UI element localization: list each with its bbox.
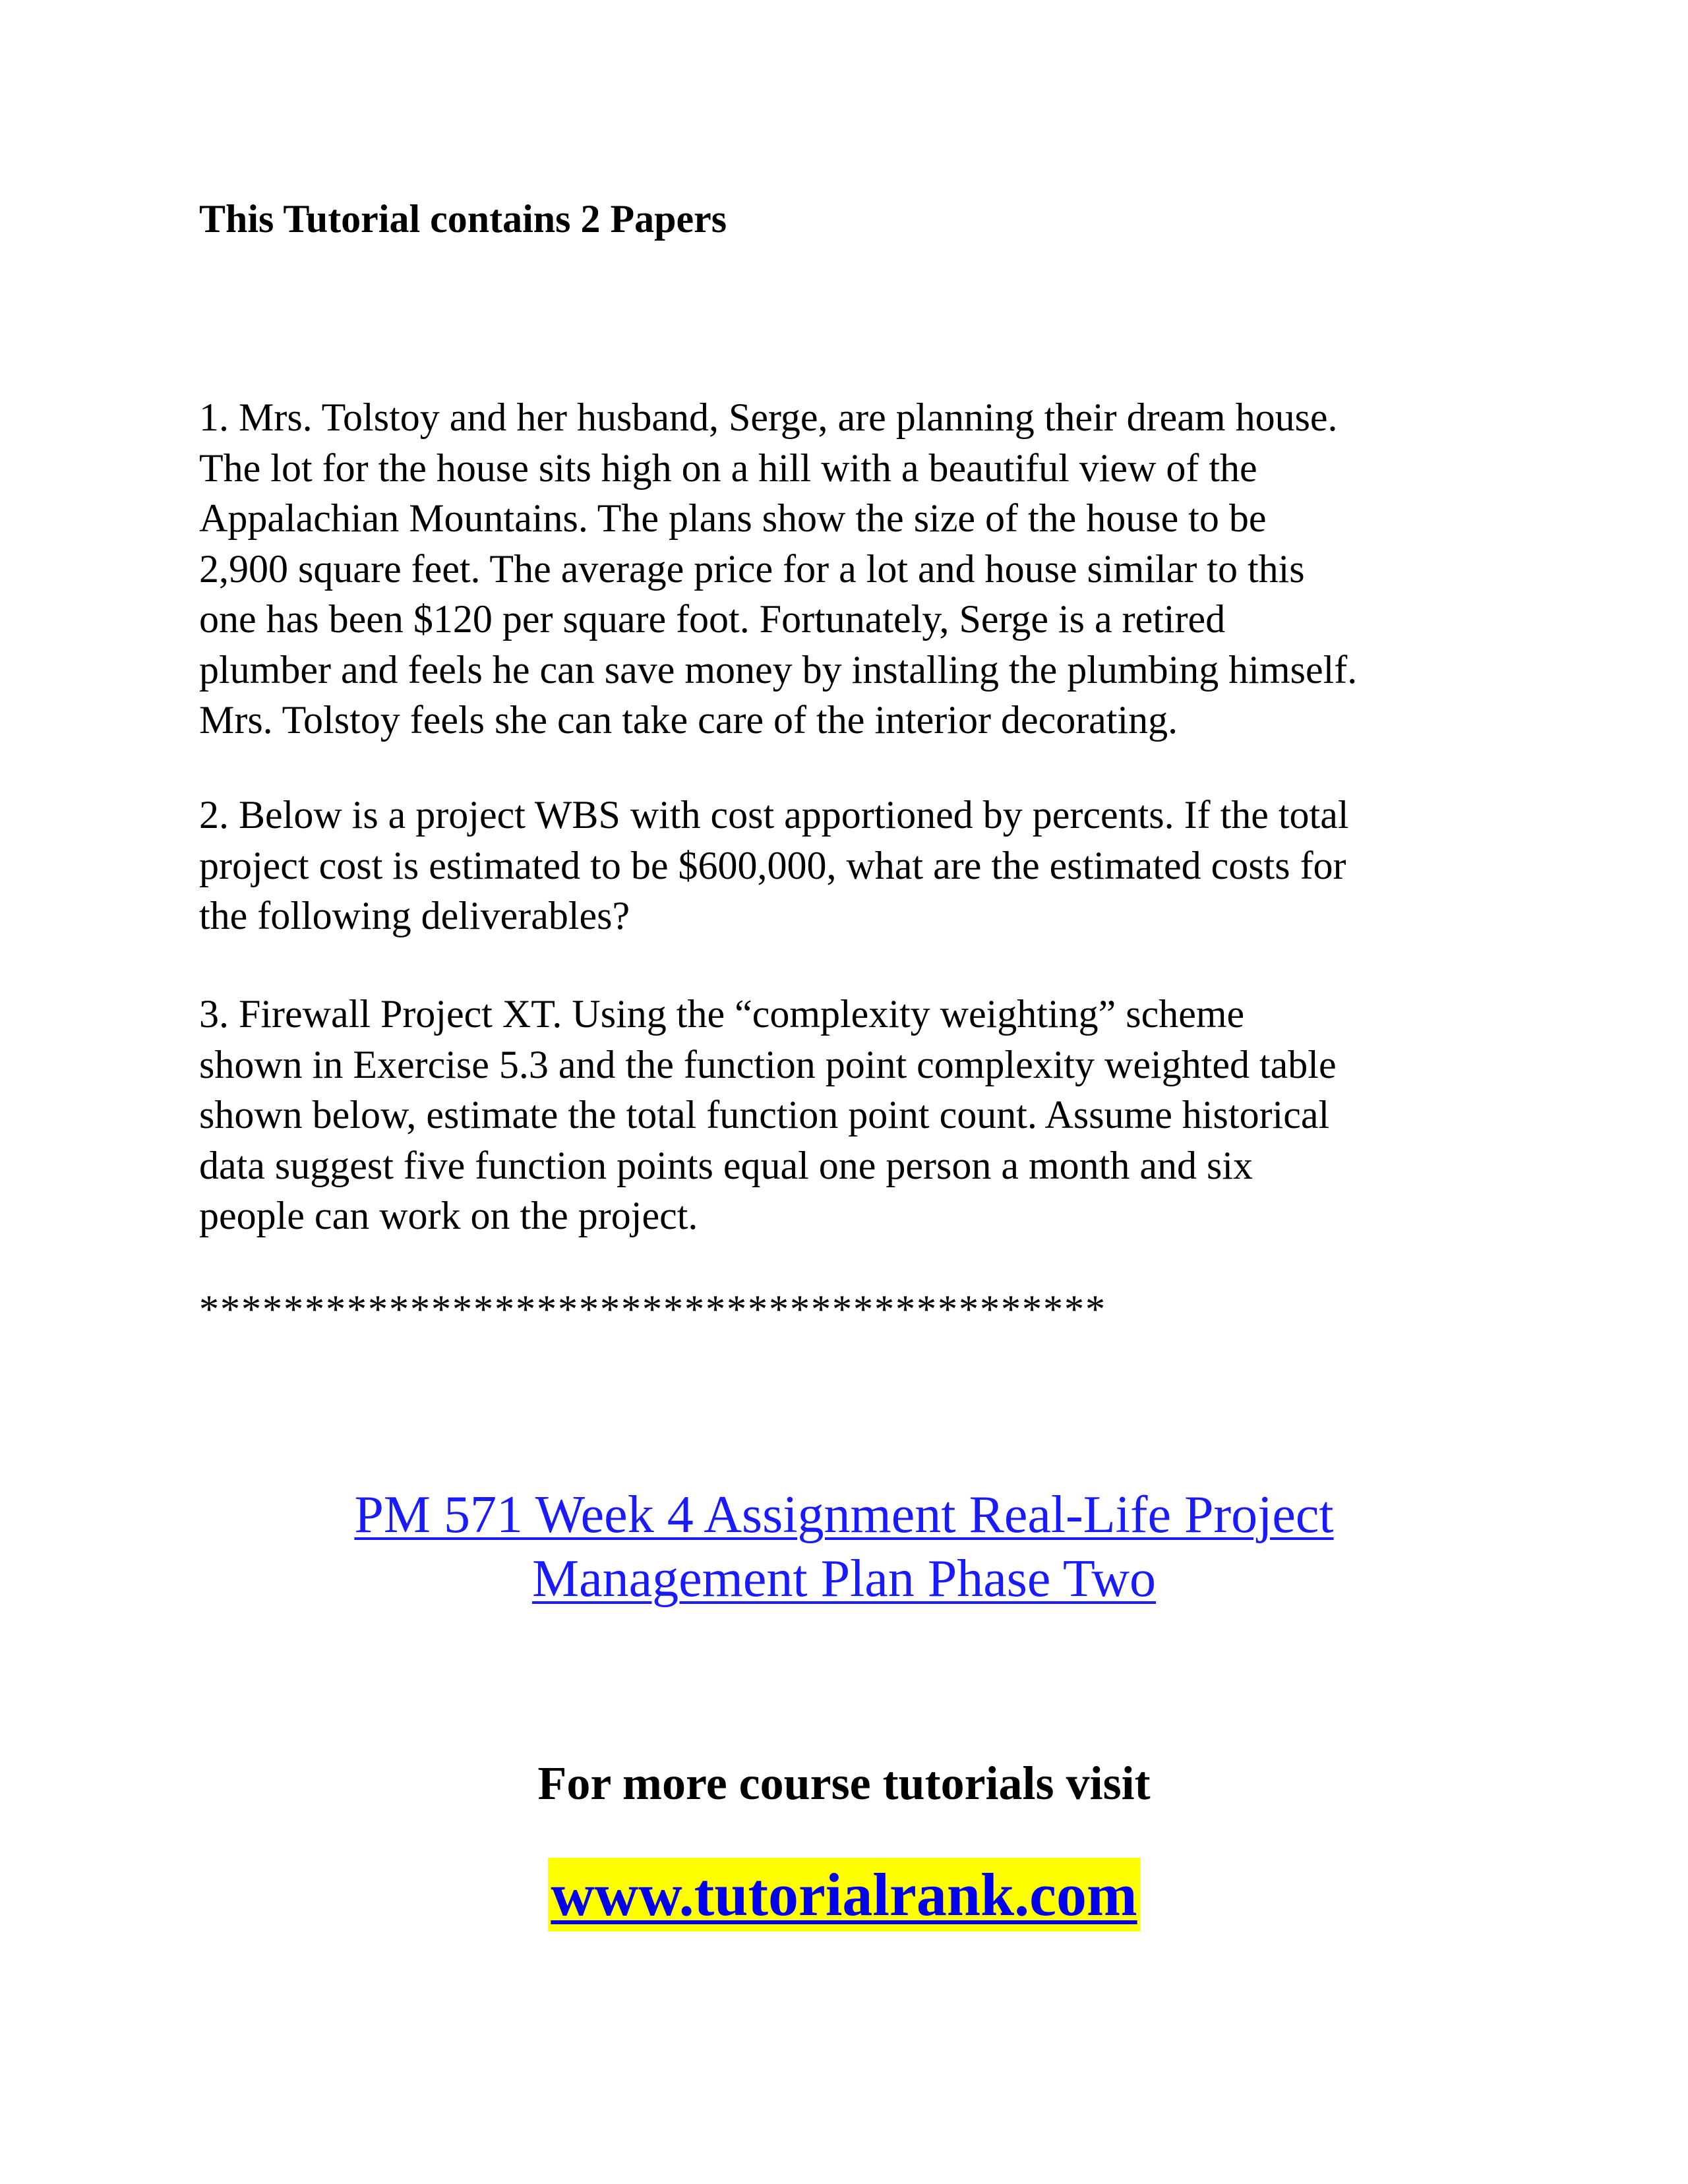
course-title-link-block <box>0 1483 1688 1611</box>
separator-stars: ******************************************* <box>199 1287 1106 1331</box>
course-title-line: PM 571 Week 4 Assignment Real-Life Project <box>354 1486 1334 1544</box>
question-line: plumber and feels he can save money by installing the plumbing himself. <box>199 647 1358 692</box>
question-line: 3. Firewall Project XT. Using the “complexity weighting” scheme <box>199 992 1245 1036</box>
question-line: one has been $120 per square foot. Fortunately, Serge is a retired <box>199 597 1226 641</box>
visit-text: For more course tutorials visit <box>537 1757 1151 1810</box>
course-title-link[interactable] <box>0 1483 1688 1611</box>
site-link[interactable]: www.tutorialrank.com <box>548 1858 1139 1932</box>
question-line: Appalachian Mountains. The plans show the size of the house to be <box>199 496 1267 540</box>
document-heading: This Tutorial contains 2 Papers <box>199 197 727 241</box>
question-line: shown below, estimate the total function point count. Assume historical <box>199 1093 1330 1136</box>
question-line: 2. Below is a project WBS with cost apportioned by percents. If the total <box>199 793 1349 837</box>
site-link-block <box>0 1858 1688 1932</box>
question-line: 1. Mrs. Tolstoy and her husband, Serge, are planning their dream house. <box>199 396 1338 439</box>
question-1 <box>199 392 1357 746</box>
question-line: Mrs. Tolstoy feels she can take care of the interior decorating. <box>199 698 1178 742</box>
question-3 <box>199 989 1337 1241</box>
question-line: The lot for the house sits high on a hill with a beautiful view of the <box>199 446 1257 490</box>
question-line: 2,900 square feet. The average price for a lot and house similar to this <box>199 546 1305 591</box>
question-line: shown in Exercise 5.3 and the function point complexity weighted table <box>199 1042 1337 1086</box>
question-line: project cost is estimated to be $600,000, what are the estimated costs for <box>199 843 1346 887</box>
question-line: data suggest five function points equal one person a month and six <box>199 1143 1253 1187</box>
question-line: people can work on the project. <box>199 1194 698 1237</box>
course-title-line: Management Plan Phase Two <box>531 1550 1157 1608</box>
question-2 <box>199 790 1349 941</box>
question-line: the following deliverables? <box>199 894 630 937</box>
